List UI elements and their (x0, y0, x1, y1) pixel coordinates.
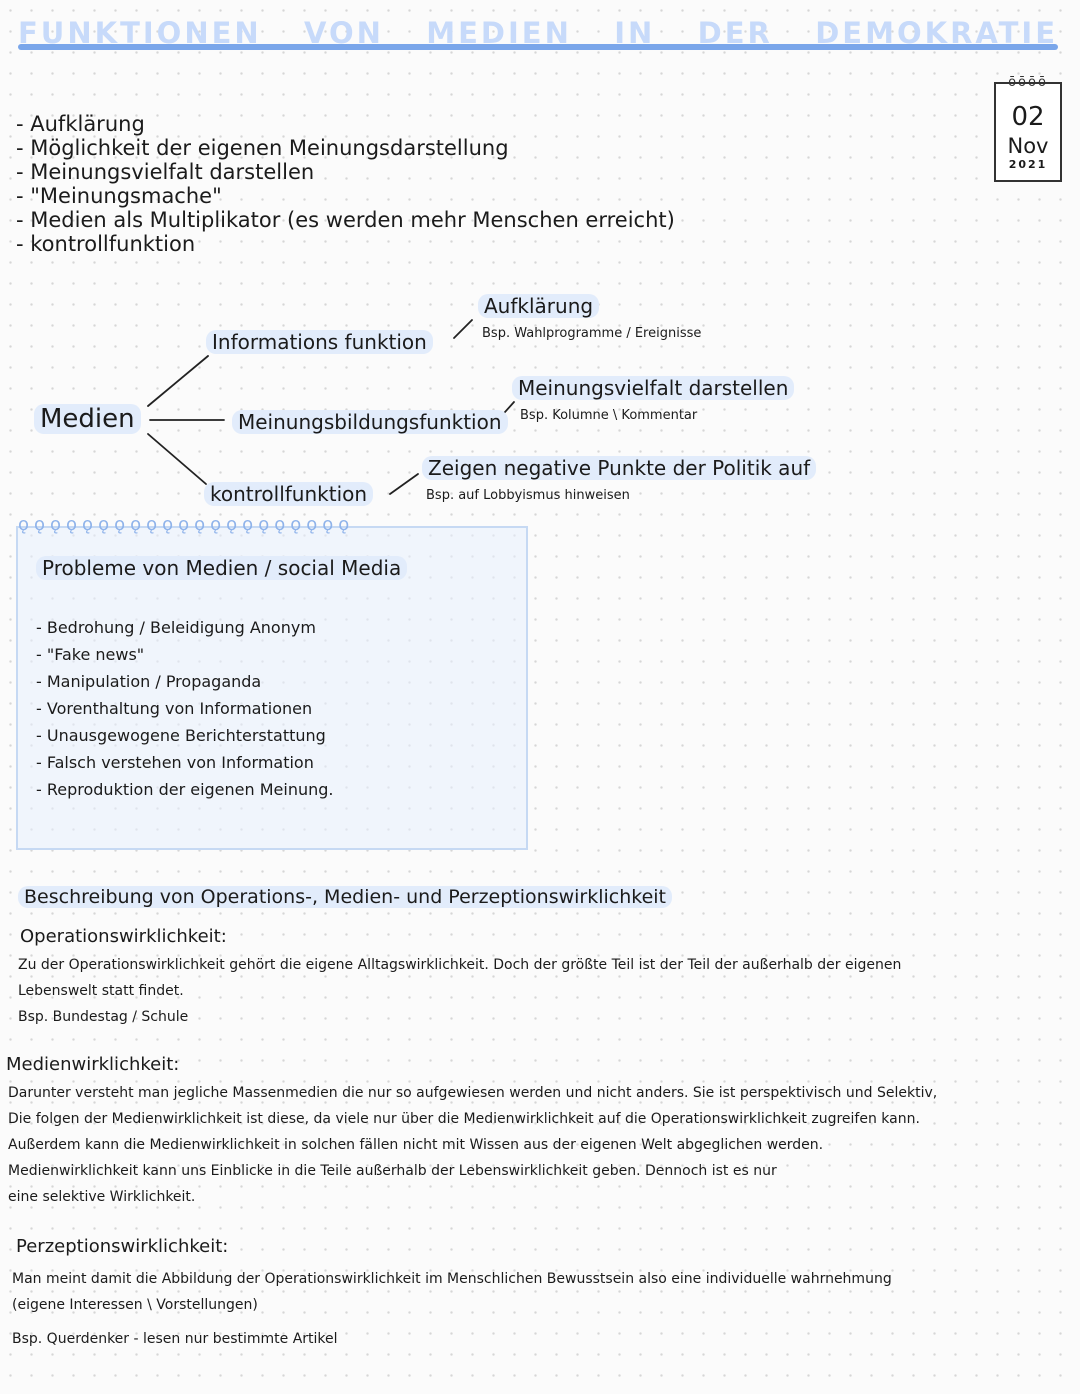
text-line: Zu der Operationswirklichkeit gehört die eigene Alltagswirklichkeit. Doch der größte Teil ist der Teil der außerhalb der eigenen (18, 957, 902, 973)
perzeption-text (12, 1266, 892, 1352)
topic-meinungsvielfalt: Meinungsvielfalt darstellen (512, 376, 794, 400)
example-wahlprogramme: Bsp. Wahlprogramme / Ereignisse (482, 326, 702, 341)
connector-line (454, 320, 472, 338)
text-line: Die folgen der Medienwirklichkeit ist diese, da viele nur über die Medienwirklichkeit auf die Operationswirklichkeit zugreifen kann. (8, 1111, 920, 1127)
calendar-rings-icon: ōōōō (1008, 75, 1048, 90)
operation-example: Bsp. Bundestag / Schule (18, 1009, 189, 1025)
date-year: 2021 (1008, 158, 1048, 171)
topic-aufklaerung: Aufklärung (478, 294, 599, 318)
text-line: Außerdem kann die Medienwirklichkeit in solchen fällen nicht mit Wissen aus der eigenen Welt abgeglichen werden. (8, 1137, 824, 1153)
perzeption-example: Bsp. Querdenker - lesen nur bestimmte Artikel (12, 1331, 338, 1347)
perzeption-heading: Perzeptionswirklichkeit: (16, 1236, 229, 1257)
branch-meinungsbildung: Meinungsbildungsfunktion (232, 410, 508, 434)
text-line: Medienwirklichkeit kann uns Einblicke in die Teile außerhalb der Lebenswirklichkeit geben. Dennoch ist es nur (8, 1163, 777, 1179)
list-item: - Reproduktion der eigenen Meinung. (36, 780, 334, 799)
topic-negative-punkte: Zeigen negative Punkte der Politik auf (422, 456, 816, 480)
date-month: Nov (1007, 134, 1049, 158)
section-title: Beschreibung von Operations-, Medien- und Perzeptionswirklichkeit (18, 886, 672, 908)
medien-heading: Medienwirklichkeit: (6, 1054, 180, 1075)
list-item: - Unausgewogene Berichterstattung (36, 726, 326, 745)
connector-line (148, 356, 208, 406)
list-item: - Bedrohung / Beleidigung Anonym (36, 618, 316, 637)
operation-text (18, 952, 901, 1030)
date-day: 02 (1011, 102, 1045, 132)
spiral-binding-icon: ǫǫǫǫǫǫǫǫǫǫǫǫǫǫǫǫǫǫǫǫǫ (18, 514, 355, 535)
text-line: Lebenswelt statt findet. (18, 983, 184, 999)
text-line: Man meint damit die Abbildung der Operationswirklichkeit im Menschlichen Bewusstsein also eine individuelle wahrnehmung (12, 1271, 892, 1287)
list-item: - Möglichkeit der eigenen Meinungsdarstellung (16, 136, 509, 160)
list-item: - Falsch verstehen von Information (36, 753, 314, 772)
list-item: - Meinungsvielfalt darstellen (16, 160, 315, 184)
list-item: - Manipulation / Propaganda (36, 672, 262, 691)
mindmap-center: Medien (34, 404, 141, 434)
example-kolumne: Bsp. Kolumne \ Kommentar (520, 408, 698, 423)
problems-title: Probleme von Medien / social Media (36, 556, 407, 580)
list-item: - "Meinungsmache" (16, 184, 222, 208)
medien-text (8, 1080, 937, 1210)
connector-line (390, 474, 418, 494)
list-item: - Aufklärung (16, 112, 145, 136)
list-item: - kontrollfunktion (16, 232, 196, 256)
example-lobbyismus: Bsp. auf Lobbyismus hinweisen (426, 488, 630, 503)
operation-heading: Operationswirklichkeit: (20, 926, 227, 947)
text-line: eine selektive Wirklichkeit. (8, 1189, 196, 1205)
list-item: - "Fake news" (36, 645, 145, 664)
text-line: Darunter versteht man jegliche Massenmedien die nur so aufgewiesen werden und nicht anders. Sie ist perspektivisch und Selektiv, (8, 1085, 938, 1101)
branch-information: Informations funktion (206, 330, 433, 354)
branch-kontrolle: kontrollfunktion (204, 482, 373, 506)
list-item: - Medien als Multiplikator (es werden mehr Menschen erreicht) (16, 208, 675, 232)
text-line: (eigene Interessen \ Vorstellungen) (12, 1297, 258, 1313)
connector-line (148, 434, 206, 484)
problems-list (36, 614, 334, 803)
list-item: - Vorenthaltung von Informationen (36, 699, 313, 718)
page-title-text: FUNKTIONEN VON MEDIEN IN DER DEMOKRATIE (18, 16, 1058, 50)
